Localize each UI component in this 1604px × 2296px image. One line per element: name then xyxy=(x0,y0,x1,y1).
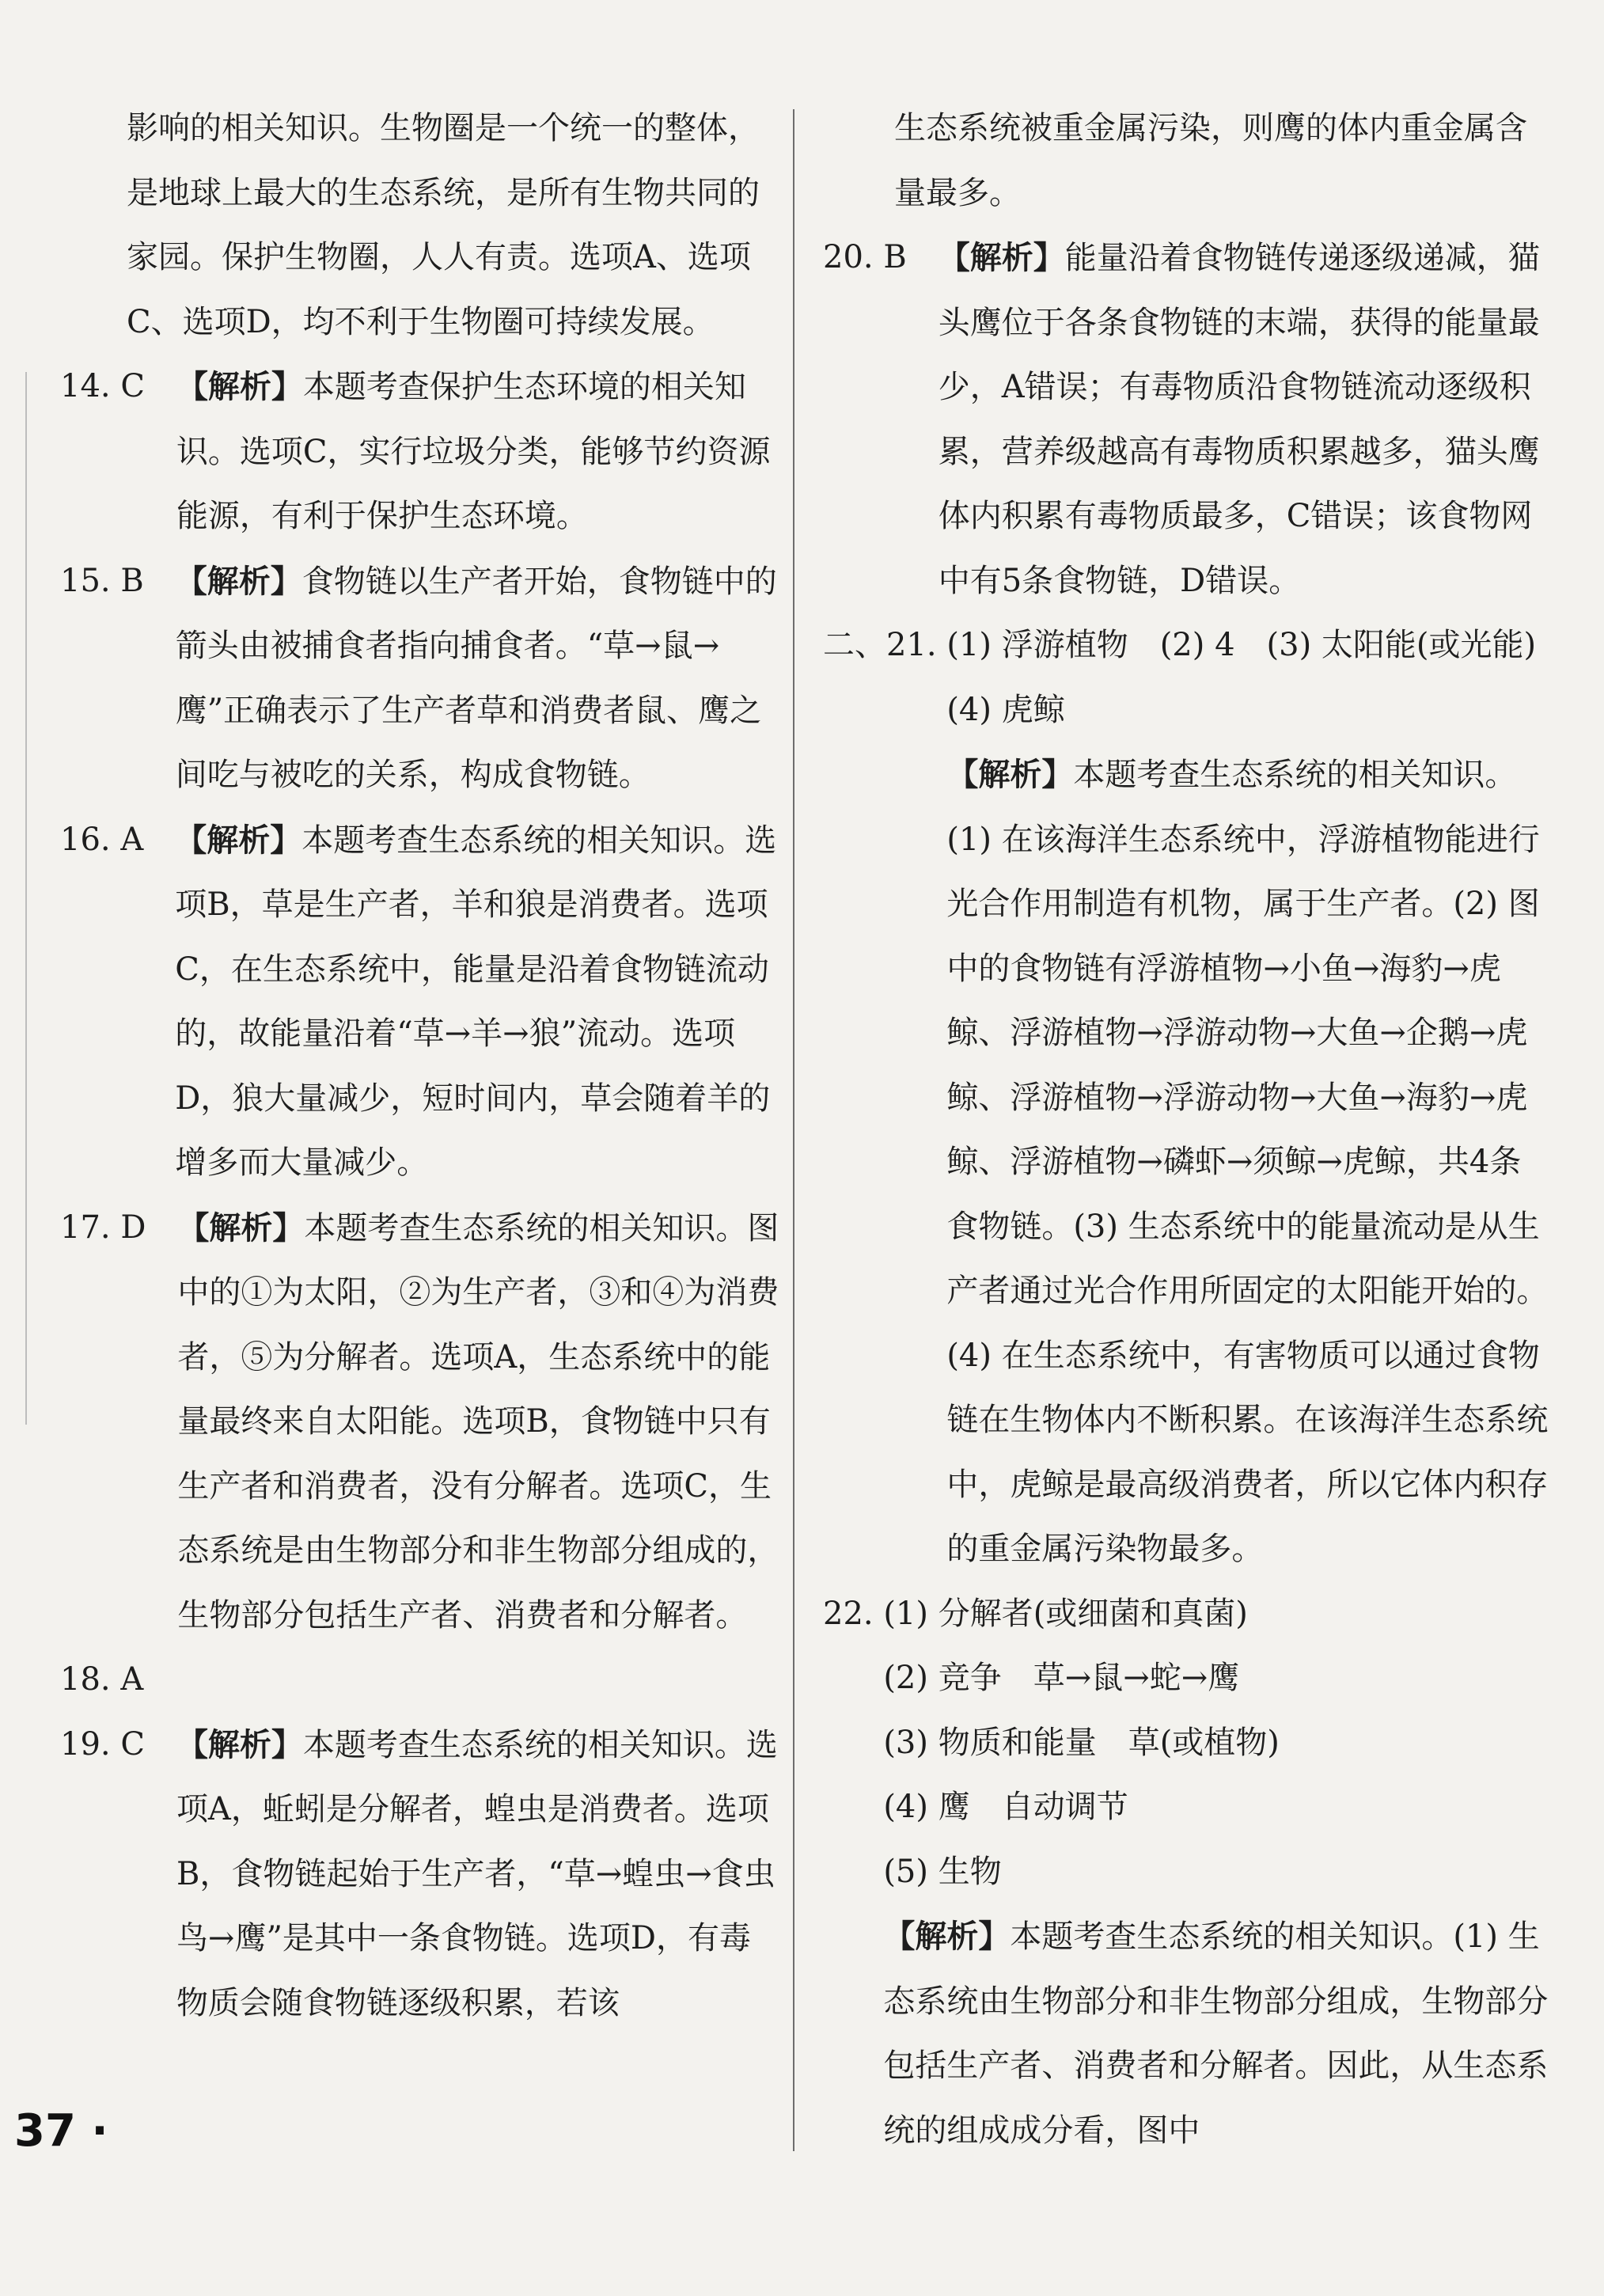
answer-16-number: 16. A xyxy=(60,821,176,858)
answer-19-number: 19. C xyxy=(60,1725,176,1763)
answer-20 xyxy=(823,226,1553,613)
left-column xyxy=(60,97,780,2036)
answer-14-number: 14. C xyxy=(60,368,176,404)
answer-16 xyxy=(60,808,780,1196)
answer-16-body xyxy=(175,808,780,1196)
answer-22-part-3: (3) 物质和能量 草(或植物) xyxy=(883,1724,1280,1761)
answer-22-analysis xyxy=(883,1904,1553,2163)
answer-21-number: 二、21. xyxy=(823,627,947,663)
answer-15-text: 食物链以生产者开始，食物链中的箭头由被捕食者指向捕食者。“草→鼠→鹰”正确表示了生产者草和消费者鼠、鹰之间吃与被吃的关系，构成食物链。 xyxy=(175,563,777,793)
answer-22-text: 本题考查生态系统的相关知识。(1) 生态系统由生物部分和非生物部分组成，生物部分包括生产者、消费者和分解者。因此，从生态系统的组成成分看，图中 xyxy=(883,1918,1549,2149)
answer-20-text: 能量沿着食物链传递逐级递减，猫头鹰位于各条食物链的末端，获得的能量最少，A错误；有毒物质沿食物链流动逐级积累，营养级越高有毒物质积累越多，猫头鹰体内积累有毒物质最多，C错误；该食物网中有5条食物链，D错误。 xyxy=(938,240,1540,599)
analysis-tag: 【解析】 xyxy=(176,368,303,405)
answer-22 xyxy=(823,1582,1553,2164)
answer-21-text: 本题考查生态系统的相关知识。(1) 在该海洋生态系统中，浮游植物能进行光合作用制造有机物，属于生产者。(2) 图中的食物链有浮游植物→小鱼→海豹→虎鲸、浮游植物→浮游动物→大鱼→企鹅→虎鲸、浮游植物→浮游动物→大鱼→海豹→虎鲸、浮游植物→磷虾→须鲸→虎鲸，共4条食物链。(3) 生态系统中的能量流动是从生产者通过光合作用所固定的太阳能开始的。(4) 在生态系统中，有害物质可以通过食物链在生物体内不断积累。在该海洋生态系统中，虎鲸是最高级消费者，所以它体内积存的重金属污染物最多。 xyxy=(946,757,1549,1567)
answer-19-text: 本题考查生态系统的相关知识。选项A，蚯蚓是分解者，蝗虫是消费者。选项B，食物链起始于生产者，“草→蝗虫→食虫鸟→鹰”是其中一条食物链。选项D，有毒物质会随食物链逐级积累，若该 xyxy=(176,1726,778,2021)
answer-22-number: 22. xyxy=(823,1595,884,1632)
analysis-tag: 【解析】 xyxy=(938,239,1065,276)
answer-14-text: 本题考查保护生态环境的相关知识。选项C，实行垃圾分类，能够节约资源能源，有利于保护生态环境。 xyxy=(176,369,771,534)
analysis-tag: 【解析】 xyxy=(175,562,302,600)
answer-14 xyxy=(60,355,780,549)
answer-15-number: 15. B xyxy=(60,562,176,599)
answer-17-text: 本题考查生态系统的相关知识。图中的①为太阳，②为生产者，③和④为消费者，⑤为分解者。选项A，生态系统中的能量最终来自太阳能。选项B，食物链中只有生产者和消费者，没有分解者。选项C，生态系统是由生物部分和非生物部分组成的，生物部分包括生产者、消费者和分解者。 xyxy=(177,1209,779,1634)
answer-21-analysis xyxy=(946,742,1553,1582)
answer-16-text: 本题考查生态系统的相关知识。选项B，草是生产者，羊和狼是消费者。选项C，在生态系统中，能量是沿着食物链流动的，故能量沿着“草→羊→狼”流动。选项D，狼大量减少，短时间内，草会随着羊的增多而大量减少。 xyxy=(175,822,777,1181)
page-edge-mark xyxy=(25,372,27,1425)
q13-continuation: 影响的相关知识。生物圈是一个统一的整体，是地球上最大的生态系统，是所有生物共同的家园。保护生物圈，人人有责。选项A、选项C、选项D，均不利于生物圈可持续发展。 xyxy=(127,110,760,340)
answer-19-body xyxy=(176,1713,780,2036)
answer-22-part-2: (2) 竞争 草→鼠→蛇→鹰 xyxy=(883,1660,1240,1696)
answer-20-body xyxy=(939,226,1553,613)
answer-21-answer: (1) 浮游植物 (2) 4 (3) 太阳能(或光能) (4) 虎鲸 xyxy=(946,627,1568,728)
answer-19 xyxy=(60,1713,780,2036)
answer-22-body xyxy=(883,1582,1553,2164)
answer-18 xyxy=(60,1648,780,1713)
answer-17-body xyxy=(177,1196,780,1649)
answer-21-body xyxy=(946,613,1568,1582)
answer-17 xyxy=(60,1196,780,1649)
answer-22-part-1: (1) 分解者(或细菌和真菌) xyxy=(883,1595,1248,1632)
analysis-tag: 【解析】 xyxy=(176,1725,303,1763)
answer-22-part-5: (5) 生物 xyxy=(883,1853,1002,1890)
answer-15 xyxy=(60,549,780,808)
answer-21 xyxy=(823,613,1568,1582)
column-divider xyxy=(793,109,794,2151)
answer-17-number: 17. D xyxy=(60,1209,178,1246)
analysis-tag: 【解析】 xyxy=(177,1209,305,1247)
page-number: 37 · xyxy=(14,2105,108,2157)
analysis-tag: 【解析】 xyxy=(946,756,1074,793)
analysis-tag: 【解析】 xyxy=(883,1918,1011,1955)
right-column xyxy=(823,97,1568,2163)
answer-20-number: 20. B xyxy=(823,239,939,275)
answer-18-number: 18. A xyxy=(60,1661,144,1698)
analysis-tag: 【解析】 xyxy=(175,821,302,859)
answer-15-body xyxy=(176,549,780,808)
answer-22-part-4: (4) 鹰 自动调节 xyxy=(883,1789,1128,1825)
answer-14-body xyxy=(176,355,780,549)
q19-continuation: 生态系统被重金属污染，则鹰的体内重金属含量最多。 xyxy=(894,110,1527,211)
